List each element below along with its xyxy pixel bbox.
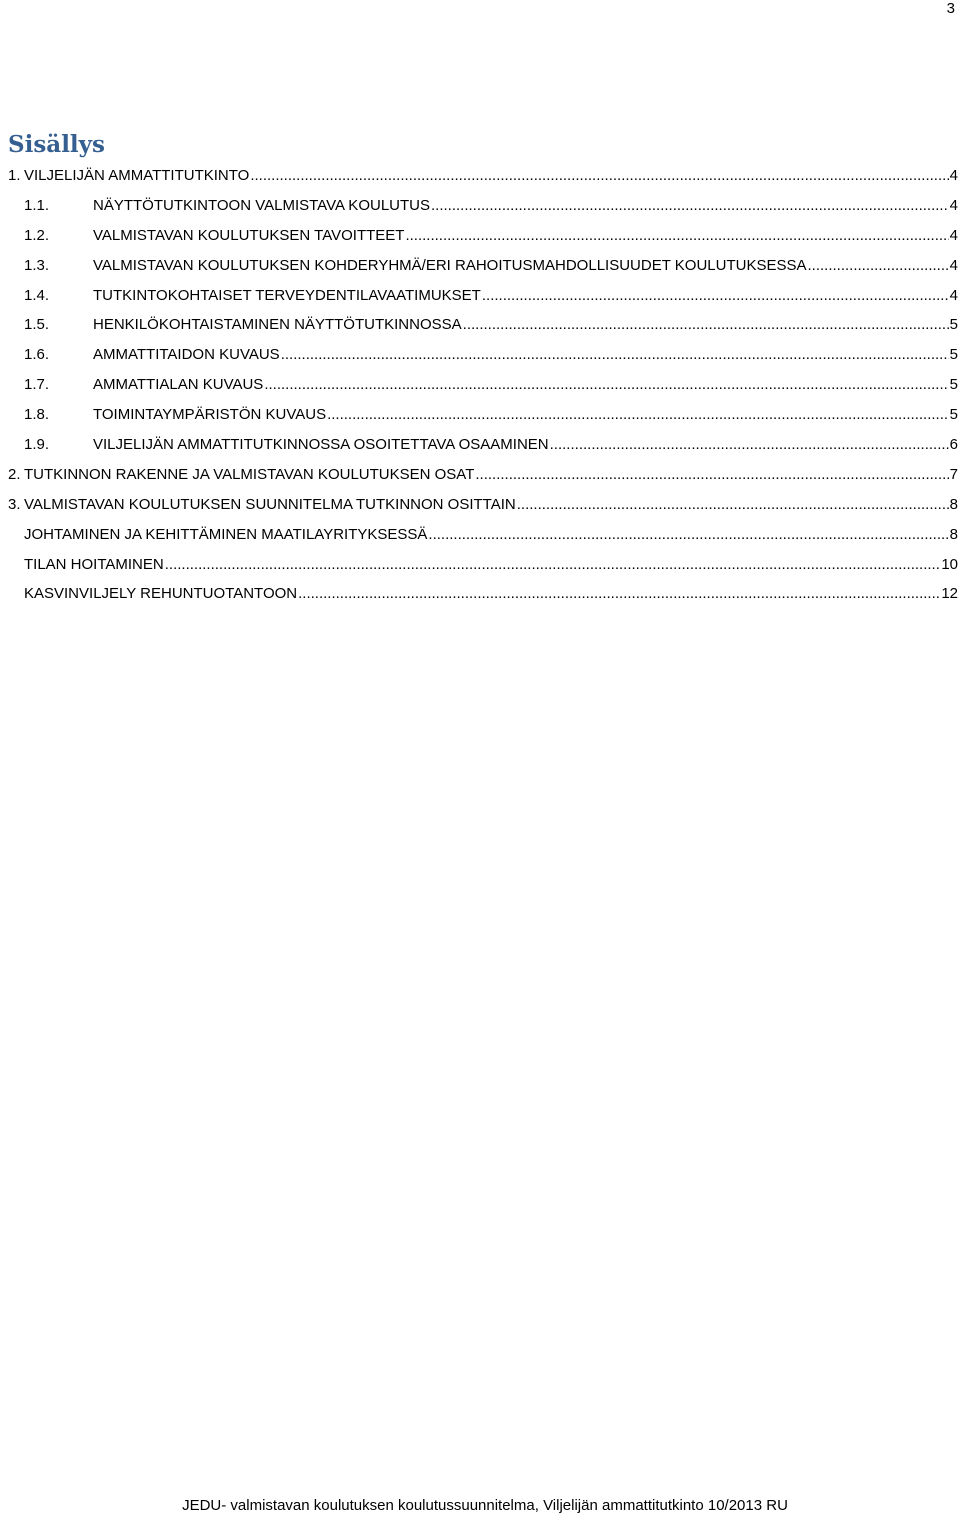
toc-entry[interactable] [0, 191, 960, 221]
toc-entry-page: 6 [949, 436, 958, 454]
page-number: 3 [946, 0, 955, 17]
toc-entry-title: VILJELIJÄN AMMATTITUTKINTO [24, 167, 250, 184]
toc-dot-leader [550, 430, 949, 460]
toc-entry-page: 8 [949, 495, 958, 513]
toc-dot-leader [517, 490, 949, 520]
toc-entry-number: 3. [8, 495, 21, 513]
toc-entry[interactable] [0, 400, 960, 430]
toc-entry-number: 1.2. [24, 226, 50, 244]
toc-entry-number: 1.4. [24, 286, 50, 304]
toc-dot-leader [298, 579, 940, 609]
toc-dot-leader [475, 460, 948, 490]
toc-entry-title: VALMISTAVAN KOULUTUKSEN TAVOITTEET [93, 226, 405, 244]
toc-entry-title: AMMATTITAIDON KUVAUS [93, 346, 280, 364]
toc-entry-page: 10 [941, 555, 958, 573]
toc-entry-page: 4 [949, 196, 958, 214]
toc-entry-title: JOHTAMINEN JA KEHITTÄMINEN MAATILAYRITYKSESSÄ [24, 525, 428, 543]
toc-entry[interactable] [0, 310, 960, 340]
toc-dot-leader [431, 191, 949, 221]
toc-heading: Sisällys [8, 131, 105, 158]
toc-entry-title: VALMISTAVAN KOULUTUKSEN KOHDERYHMÄ/ERI RAHOITUSMAHDOLLISUUDET KOULUTUKSESSA [93, 256, 807, 274]
toc-entry-title: HENKILÖKOHTAISTAMINEN NÄYTTÖTUTKINNOSSA [93, 316, 462, 334]
toc-entry[interactable] [0, 550, 960, 580]
toc-entry-number: 1.7. [24, 376, 50, 394]
toc-entry-number: 1.9. [24, 436, 50, 454]
toc-entry-number: 1.6. [24, 346, 50, 364]
toc-entry-page: 7 [949, 465, 958, 483]
toc-entry[interactable] [0, 281, 960, 311]
toc-entry-number: 1.5. [24, 316, 50, 334]
toc-dot-leader [463, 310, 949, 340]
toc-entry-page: 4 [949, 226, 958, 244]
toc-entry-title: VILJELIJÄN AMMATTITUTKINNOSSA OSOITETTAVA OSAAMINEN [93, 436, 549, 454]
footer: JEDU- valmistavan koulutuksen koulutussuunnitelma, Viljelijän ammattitutkinto 10/2013 RU [182, 1497, 788, 1514]
toc-entry-page: 5 [949, 376, 958, 394]
toc-entry-title: TOIMINTAYMPÄRISTÖN KUVAUS [93, 406, 327, 424]
toc-entry-page: 5 [949, 406, 958, 424]
toc-entry-page: 4 [949, 167, 958, 184]
toc-entry-title: TUTKINTOKOHTAISET TERVEYDENTILAVAATIMUKSET [93, 286, 481, 304]
toc-entry[interactable] [0, 221, 960, 251]
toc-entry-page: 4 [949, 256, 958, 274]
toc-list [0, 161, 960, 609]
toc-entry-number: 1.8. [24, 406, 50, 424]
toc-entry-title: TUTKINNON RAKENNE JA VALMISTAVAN KOULUTUKSEN OSAT [24, 465, 475, 483]
toc-entry[interactable] [0, 251, 960, 281]
toc-entry[interactable] [0, 430, 960, 460]
toc-entry[interactable] [0, 520, 960, 550]
toc-entry-title: TILAN HOITAMINEN [24, 555, 164, 573]
toc-entry[interactable] [0, 460, 960, 490]
toc-dot-leader [482, 281, 949, 311]
toc-entry[interactable] [0, 579, 960, 609]
toc-entry-title: AMMATTIALAN KUVAUS [93, 376, 264, 394]
toc-dot-leader [428, 520, 948, 550]
toc-dot-leader [327, 400, 949, 430]
toc-dot-leader [405, 221, 948, 251]
toc-entry-number: 1.1. [24, 196, 50, 214]
toc-entry-number: 1.3. [24, 256, 50, 274]
toc-dot-leader [807, 251, 948, 281]
toc-entry-page: 4 [949, 286, 958, 304]
toc-dot-leader [264, 370, 948, 400]
toc-dot-leader [165, 550, 941, 580]
toc-entry-page: 5 [949, 316, 958, 334]
toc-entry-page: 8 [949, 525, 958, 543]
toc-entry-page: 5 [949, 346, 958, 364]
toc-entry[interactable] [0, 370, 960, 400]
toc-entry[interactable] [0, 340, 960, 370]
toc-entry-title: VALMISTAVAN KOULUTUKSEN SUUNNITELMA TUTKINNON OSITTAIN [24, 495, 516, 513]
toc-entry[interactable] [0, 490, 960, 520]
toc-dot-leader [250, 161, 948, 191]
toc-dot-leader [281, 340, 949, 370]
toc-entry[interactable] [0, 161, 960, 191]
toc-entry-number: 2. [8, 465, 21, 483]
toc-entry-title: NÄYTTÖTUTKINTOON VALMISTAVA KOULUTUS [93, 196, 430, 214]
toc-entry-title: KASVINVILJELY REHUNTUOTANTOON [24, 585, 298, 603]
toc-entry-number: 1. [8, 167, 21, 184]
toc-entry-page: 12 [941, 585, 958, 603]
